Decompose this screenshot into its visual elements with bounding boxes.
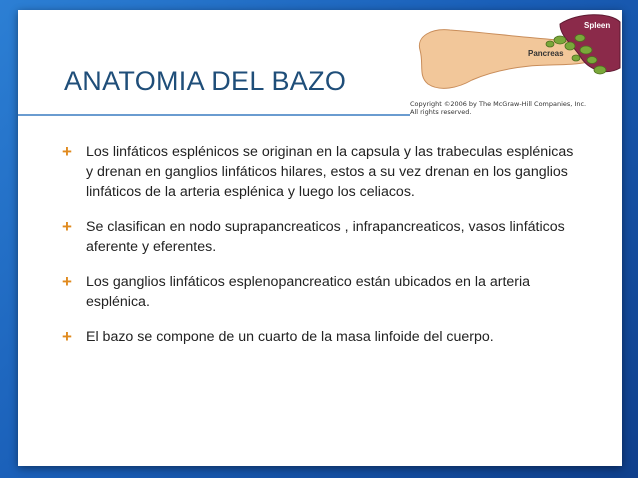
bullet-text: Los linfáticos esplénicos se originan en la capsula y las trabeculas esplénicas y drenan en ganglios linfáticos hilares, estos a su vez drenan en los ganglios linfáticos de la arteria esplénica y luego los celiacos.: [86, 144, 574, 200]
title-divider: [18, 114, 410, 116]
bullet-item: [62, 272, 582, 312]
slide: [18, 10, 622, 466]
bullet-list: [62, 142, 582, 362]
bullet-text: El bazo se compone de un cuarto de la masa linfoide del cuerpo.: [86, 329, 494, 345]
copyright-line-1: Copyright ©2006 by The McGraw-Hill Companies, Inc.: [410, 100, 587, 108]
plus-bullet-icon: +: [62, 327, 72, 346]
bullet-text: Los ganglios linfáticos esplenopancreatico están ubicados en la arteria esplénica.: [86, 274, 531, 310]
spleen-pancreas-figure: [410, 10, 622, 122]
plus-bullet-icon: +: [62, 272, 72, 291]
title-area: [18, 10, 410, 122]
spleen-label: Spleen: [584, 21, 611, 30]
slide-title: ANATOMIA DEL BAZO: [64, 66, 347, 96]
plus-bullet-icon: +: [62, 142, 72, 161]
plus-bullet-icon: +: [62, 217, 72, 236]
bullet-item: [62, 217, 582, 257]
bullet-item: [62, 142, 582, 202]
pancreas-label: Pancreas: [528, 49, 564, 58]
anatomy-illustration: [410, 10, 622, 102]
bullet-text: Se clasifican en nodo suprapancreaticos , infrapancreaticos, vasos linfáticos aferente y eferentes.: [86, 219, 565, 255]
copyright-line-2: All rights reserved.: [410, 108, 472, 116]
bullet-item: [62, 327, 582, 347]
copyright-credit: [410, 100, 622, 116]
